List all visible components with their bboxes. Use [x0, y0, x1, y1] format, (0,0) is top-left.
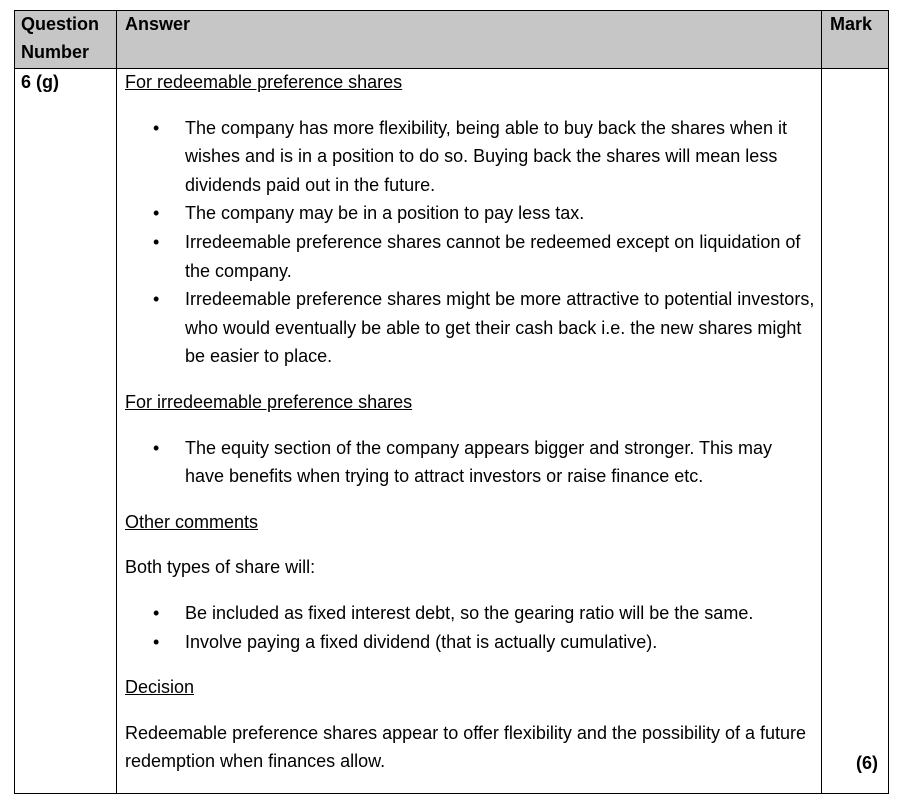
bullet-icon: •: [153, 117, 160, 138]
decision-heading: Decision: [125, 677, 195, 698]
question-number: 6 (g): [21, 72, 59, 92]
list-item-text: The equity section of the company appears bigger and stronger. This may have benefits when trying to attract investors or raise finance etc.: [185, 437, 773, 487]
list-item: [125, 114, 815, 200]
list-item-text: Irredeemable preference shares might be more attractive to potential investors, who would eventually be able to get their cash back i.e. the new shares might be easier to place.: [185, 289, 815, 367]
irredeemable-list: [125, 434, 815, 491]
irredeemable-heading: For irredeemable preference shares: [125, 391, 413, 412]
both-types-list: [125, 599, 815, 656]
bullet-icon: •: [153, 231, 160, 252]
other-comments-heading: Other comments: [125, 511, 259, 532]
bullet-icon: •: [153, 437, 160, 458]
redeemable-list: [125, 114, 815, 371]
answer-cell: [125, 68, 815, 776]
bullet-icon: •: [153, 203, 160, 224]
mark-value: (6): [856, 753, 878, 773]
bullet-icon: •: [153, 602, 160, 623]
list-item: [125, 228, 815, 285]
both-types-intro: Both types of share will:: [125, 557, 316, 578]
list-item: [125, 599, 815, 628]
decision-text: Redeemable preference shares appear to offer flexibility and the possibility of a future redemption when finances allow.: [125, 722, 807, 772]
list-item: [125, 285, 815, 371]
header-mark: Mark: [830, 14, 873, 34]
list-item-text: The company has more flexibility, being able to buy back the shares when it wishes and is in a position to do so. Buying back the shares will mean less dividends paid out in the future.: [185, 117, 787, 195]
list-item-text: The company may be in a position to pay less tax.: [185, 203, 585, 224]
bullet-icon: •: [153, 631, 160, 652]
list-item: [125, 434, 815, 491]
bullet-icon: •: [153, 289, 160, 310]
list-item-text: Irredeemable preference shares cannot be redeemed except on liquidation of the company.: [185, 231, 801, 281]
list-item-text: Involve paying a fixed dividend (that is actually cumulative).: [185, 631, 658, 652]
header-answer: Answer: [125, 14, 191, 34]
mark-scheme-table: [14, 10, 889, 794]
column-divider: [821, 11, 822, 793]
redeemable-heading: For redeemable preference shares: [125, 72, 403, 92]
header-question-number: Question Number: [21, 14, 100, 62]
list-item: [125, 199, 815, 228]
list-item-text: Be included as fixed interest debt, so the gearing ratio will be the same.: [185, 602, 754, 623]
column-divider: [116, 11, 117, 793]
list-item: [125, 628, 815, 657]
